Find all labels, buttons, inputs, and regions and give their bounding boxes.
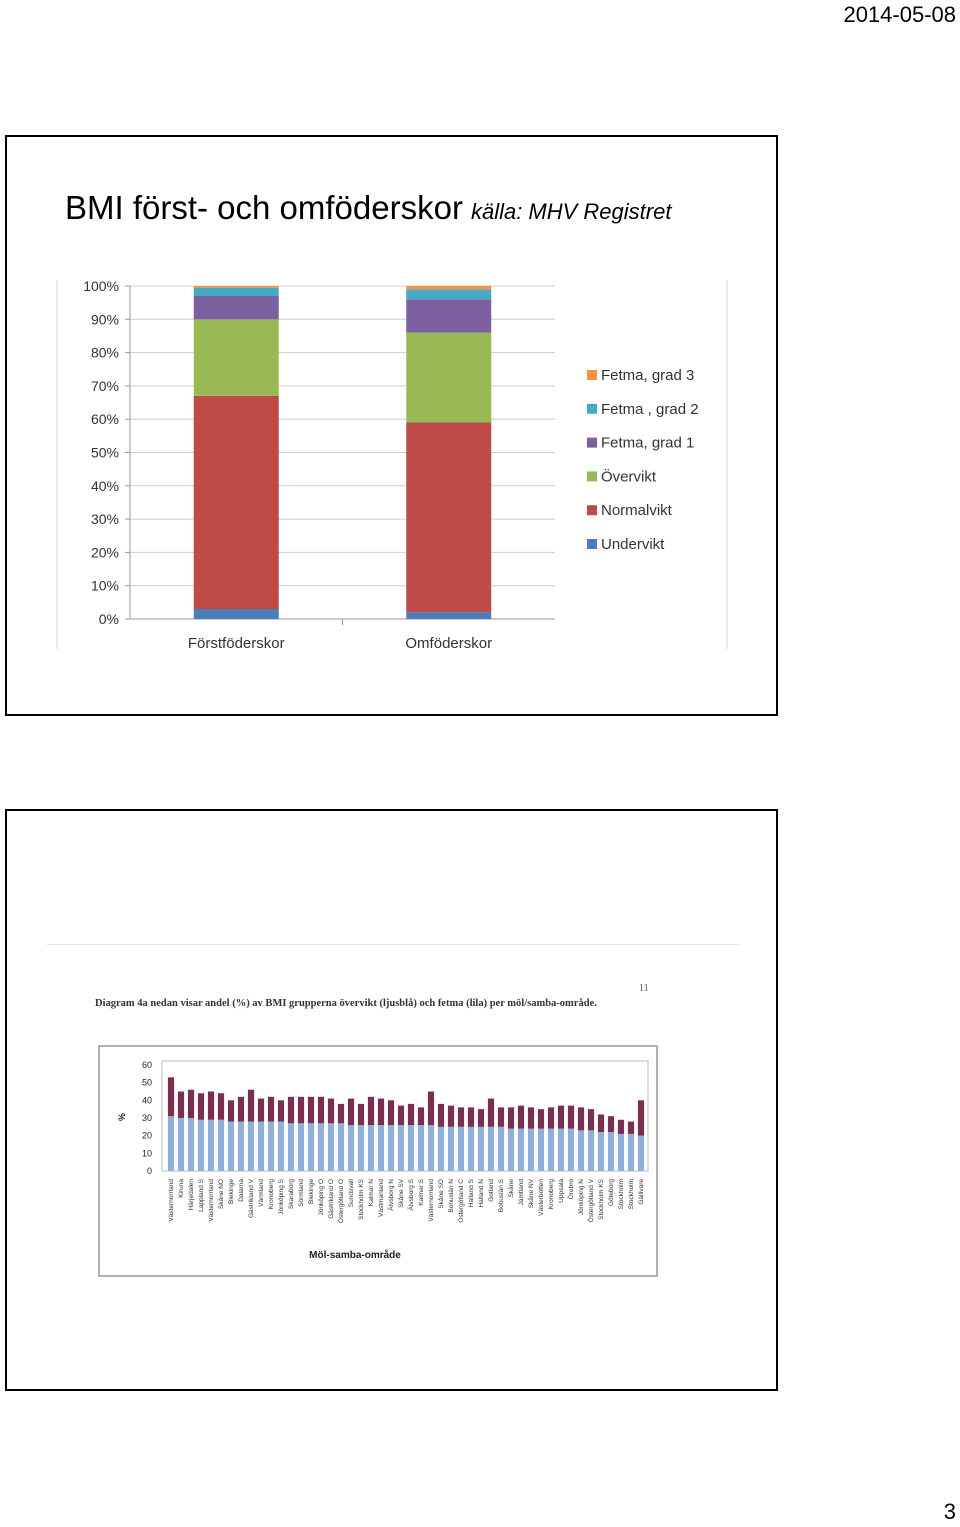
legend-label: Övervikt bbox=[601, 468, 657, 486]
region-bar-segment bbox=[208, 1120, 214, 1171]
region-x-tick-label: Västerbotten bbox=[538, 1179, 545, 1216]
region-bar-segment bbox=[418, 1107, 424, 1125]
region-bar-segment bbox=[268, 1122, 274, 1171]
region-x-tick-label: Kalmar N bbox=[368, 1179, 375, 1207]
region-bar-segment bbox=[488, 1099, 494, 1127]
region-bar-segment bbox=[548, 1129, 554, 1171]
region-bar-segment bbox=[568, 1129, 574, 1171]
region-bar-segment bbox=[168, 1116, 174, 1171]
region-bar-segment bbox=[508, 1129, 514, 1171]
region-bar-segment bbox=[398, 1125, 404, 1171]
region-y-tick-label: 60 bbox=[141, 1060, 152, 1070]
region-bar-segment bbox=[238, 1122, 244, 1171]
region-bar-segment bbox=[278, 1122, 284, 1171]
region-x-tick-label: Skåne bbox=[508, 1179, 515, 1198]
region-y-tick-label: 50 bbox=[141, 1077, 152, 1088]
region-bar-segment bbox=[618, 1134, 624, 1171]
bar-segment bbox=[194, 288, 279, 296]
region-x-tick-label: Gästrikland V bbox=[248, 1179, 255, 1219]
region-x-tick-label: Kiruna bbox=[178, 1179, 185, 1198]
slide-title-source: källa: MHV Registret bbox=[470, 199, 672, 224]
region-bar-segment bbox=[508, 1107, 514, 1128]
legend-label: Undervikt bbox=[601, 536, 665, 553]
region-bar-segment bbox=[258, 1099, 264, 1122]
region-bar-segment bbox=[398, 1106, 404, 1125]
bar-segment bbox=[194, 609, 279, 619]
region-y-axis-label: % bbox=[117, 1112, 127, 1122]
region-bar-segment bbox=[488, 1127, 494, 1171]
region-x-tick-label: Halland N bbox=[478, 1179, 485, 1208]
region-x-tick-label: Stockholm KS bbox=[358, 1179, 365, 1220]
bar-segment bbox=[194, 286, 279, 288]
region-bar-segment bbox=[218, 1093, 224, 1120]
region-bar-segment bbox=[578, 1130, 584, 1171]
region-x-tick-label: Västernorrland bbox=[208, 1179, 215, 1222]
region-x-tick-label: Jönköping S bbox=[278, 1179, 285, 1215]
region-y-tick-label: 40 bbox=[141, 1095, 152, 1106]
region-y-tick-label: 30 bbox=[141, 1113, 152, 1123]
region-bar-segment bbox=[318, 1123, 324, 1171]
page-number: 3 bbox=[943, 1499, 956, 1524]
region-y-tick-label: 20 bbox=[141, 1130, 152, 1141]
region-bar-segment bbox=[598, 1132, 604, 1171]
region-bar-segment bbox=[448, 1127, 454, 1171]
region-x-tick-label: Örebro bbox=[568, 1179, 575, 1200]
y-tick-label: 40% bbox=[90, 477, 119, 494]
embedded-page-marker: 11 bbox=[639, 983, 649, 994]
region-bar-segment bbox=[478, 1109, 484, 1127]
region-x-tick-label: Västernorrland bbox=[428, 1179, 435, 1222]
x-tick-label: Förstföderskor bbox=[187, 635, 285, 652]
y-tick-label: 90% bbox=[90, 311, 119, 328]
region-bar-segment bbox=[188, 1090, 194, 1118]
region-bar-segment bbox=[188, 1118, 194, 1171]
region-bar-segment bbox=[208, 1092, 214, 1120]
region-bar-segment bbox=[378, 1099, 384, 1126]
region-bar-segment bbox=[498, 1107, 504, 1126]
region-x-tick-label: Östergötland C bbox=[458, 1179, 465, 1223]
bar-segment bbox=[194, 319, 279, 396]
region-bar-segment bbox=[498, 1127, 504, 1171]
y-tick-label: 80% bbox=[90, 344, 119, 361]
region-bar-segment bbox=[558, 1129, 564, 1171]
legend-label: Normalvikt bbox=[601, 502, 672, 520]
region-bar-segment bbox=[168, 1077, 174, 1116]
legend-swatch bbox=[587, 505, 597, 515]
region-x-tick-label: Kronoberg bbox=[548, 1179, 555, 1210]
region-bar-segment bbox=[598, 1114, 604, 1132]
region-bar-segment bbox=[638, 1100, 644, 1135]
region-x-tick-label: Stockholm bbox=[628, 1179, 635, 1210]
region-x-tick-label: Halland S bbox=[468, 1179, 475, 1208]
region-x-tick-label: Skåne SV bbox=[398, 1179, 405, 1208]
legend-swatch bbox=[587, 539, 597, 549]
bmi-stacked-chart bbox=[7, 137, 780, 718]
region-x-tick-label: Härjedalen bbox=[188, 1179, 195, 1211]
region-bar-segment bbox=[308, 1097, 314, 1124]
region-x-tick-label: Skåne NV bbox=[528, 1179, 535, 1209]
region-x-tick-label: Östergötland O bbox=[338, 1179, 345, 1224]
region-bar-segment bbox=[288, 1123, 294, 1171]
region-bar-segment bbox=[368, 1097, 374, 1125]
bar-segment bbox=[406, 299, 491, 332]
region-x-tick-label: Värmland bbox=[258, 1179, 265, 1207]
region-x-tick-label: Blekinge bbox=[308, 1179, 315, 1204]
region-x-tick-label: Kalmar S bbox=[418, 1179, 425, 1206]
region-bar-segment bbox=[588, 1109, 594, 1130]
region-x-tick-label: Skåne NO bbox=[218, 1179, 225, 1209]
slide-title-main: BMI först- och omföderskor bbox=[65, 189, 463, 226]
region-bar-segment bbox=[198, 1120, 204, 1171]
region-bar-segment bbox=[428, 1092, 434, 1126]
region-bar-segment bbox=[308, 1123, 314, 1171]
region-bar-segment bbox=[178, 1092, 184, 1119]
region-bar-segment bbox=[558, 1106, 564, 1129]
region-x-tick-label: Dalarna bbox=[238, 1179, 245, 1202]
region-bar-segment bbox=[288, 1097, 294, 1124]
bar-segment bbox=[194, 296, 279, 319]
region-x-tick-label: Kronoberg bbox=[268, 1179, 275, 1210]
region-bar-segment bbox=[428, 1125, 434, 1171]
header-date: 2014-05-08 bbox=[843, 2, 956, 27]
region-bar-segment bbox=[518, 1106, 524, 1129]
region-x-tick-label: Jönköping N bbox=[578, 1179, 585, 1216]
region-bar-segment bbox=[268, 1097, 274, 1122]
region-x-tick-label: Gästrikland O bbox=[328, 1179, 335, 1219]
region-x-tick-label: Sundsvall bbox=[348, 1179, 355, 1208]
region-bar-segment bbox=[348, 1125, 354, 1171]
legend-label: Fetma , grad 2 bbox=[601, 400, 699, 418]
region-bar-segment bbox=[348, 1099, 354, 1126]
region-bar-segment bbox=[278, 1100, 284, 1121]
region-bar-segment bbox=[568, 1106, 574, 1129]
bar-segment bbox=[406, 612, 491, 619]
region-bar-segment bbox=[218, 1120, 224, 1171]
region-bar-segment bbox=[438, 1127, 444, 1171]
region-bar-segment bbox=[458, 1107, 464, 1126]
region-bar-segment bbox=[338, 1123, 344, 1171]
region-x-tick-label: Göteborg bbox=[608, 1179, 615, 1207]
bar-segment bbox=[406, 423, 491, 613]
y-tick-label: 100% bbox=[83, 278, 119, 294]
x-tick-label: Omföderskor bbox=[405, 635, 493, 652]
legend-label: Fetma, grad 3 bbox=[601, 367, 695, 384]
y-tick-label: 30% bbox=[90, 511, 119, 528]
region-x-tick-label: Jämtland bbox=[518, 1179, 525, 1206]
legend-swatch bbox=[587, 438, 597, 448]
region-plot-area bbox=[162, 1061, 648, 1171]
region-bar-segment bbox=[608, 1116, 614, 1132]
region-bar-segment bbox=[408, 1125, 414, 1171]
region-bar-segment bbox=[238, 1097, 244, 1122]
region-bar-segment bbox=[628, 1122, 634, 1134]
region-bar-segment bbox=[358, 1125, 364, 1171]
y-tick-label: 60% bbox=[90, 411, 119, 428]
region-bar-segment bbox=[628, 1134, 634, 1171]
region-bar-segment bbox=[298, 1123, 304, 1171]
region-x-tick-label: Jönköping O bbox=[318, 1179, 325, 1216]
bar-segment bbox=[406, 289, 491, 299]
bar-segment bbox=[194, 396, 279, 609]
region-bar-segment bbox=[548, 1107, 554, 1128]
region-x-tick-label: Västernorrland bbox=[168, 1179, 175, 1222]
region-bar-segment bbox=[198, 1093, 204, 1120]
region-x-tick-label: Bohuslän N bbox=[448, 1179, 455, 1213]
region-bar-segment bbox=[388, 1100, 394, 1125]
bar-segment bbox=[406, 286, 491, 289]
bar-segment bbox=[406, 333, 491, 423]
region-bar-segment bbox=[328, 1123, 334, 1171]
region-bar-segment bbox=[468, 1127, 474, 1171]
region-bar-segment bbox=[528, 1107, 534, 1128]
region-x-tick-label: Älvsborg N bbox=[388, 1179, 395, 1211]
region-x-tick-label: Gällivare bbox=[638, 1179, 645, 1205]
region-x-tick-label: Blekinge bbox=[228, 1179, 235, 1204]
region-bar-segment bbox=[438, 1104, 444, 1127]
region-bar-segment bbox=[298, 1097, 304, 1124]
region-bar-segment bbox=[228, 1122, 234, 1171]
region-x-axis-label: Möl-samba-område bbox=[309, 1250, 401, 1261]
region-y-tick-label: 0 bbox=[146, 1166, 152, 1176]
region-x-tick-label: Sörmland bbox=[298, 1179, 305, 1207]
region-bar-segment bbox=[228, 1100, 234, 1121]
region-y-tick-label: 10 bbox=[141, 1148, 152, 1159]
y-tick-label: 70% bbox=[90, 377, 119, 394]
region-x-tick-label: Uppsala bbox=[558, 1179, 565, 1203]
region-bar-segment bbox=[458, 1127, 464, 1171]
region-x-tick-label: Bohuslän S bbox=[498, 1179, 505, 1213]
region-x-tick-label: Stockholm KS bbox=[598, 1179, 605, 1220]
region-bar-segment bbox=[178, 1118, 184, 1171]
region-bar-segment bbox=[368, 1125, 374, 1171]
region-bar-segment bbox=[618, 1120, 624, 1134]
region-bar-segment bbox=[408, 1104, 414, 1125]
region-bar-segment bbox=[468, 1107, 474, 1126]
region-bar-segment bbox=[318, 1097, 324, 1124]
slide-region-chart bbox=[5, 809, 778, 1391]
region-bmi-chart bbox=[7, 811, 780, 1393]
y-tick-label: 0% bbox=[98, 611, 119, 627]
region-bar-segment bbox=[388, 1125, 394, 1171]
y-tick-label: 10% bbox=[90, 577, 119, 594]
embedded-caption: Diagram 4a nedan visar andel (%) av BMI grupperna övervikt (ljusblå) och fetma (lila) per möl/samba-område. bbox=[95, 998, 597, 1009]
region-bar-segment bbox=[538, 1129, 544, 1171]
region-x-tick-label: Gotland bbox=[488, 1179, 495, 1202]
region-bar-segment bbox=[378, 1125, 384, 1171]
region-bar-segment bbox=[358, 1104, 364, 1125]
region-x-tick-label: Västmanland bbox=[378, 1179, 385, 1217]
region-x-tick-label: Lappland S bbox=[198, 1179, 205, 1212]
legend-swatch bbox=[587, 370, 597, 380]
region-bar-segment bbox=[608, 1132, 614, 1171]
legend-label: Fetma, grad 1 bbox=[601, 434, 695, 452]
y-tick-label: 20% bbox=[90, 544, 119, 561]
region-x-tick-label: Skaraborg bbox=[288, 1179, 295, 1209]
region-x-tick-label: Östergötland V bbox=[588, 1179, 595, 1223]
legend-swatch bbox=[587, 471, 597, 481]
region-bar-segment bbox=[528, 1129, 534, 1171]
region-bar-segment bbox=[328, 1099, 334, 1124]
region-bar-segment bbox=[248, 1122, 254, 1171]
region-bar-segment bbox=[588, 1130, 594, 1171]
region-bar-segment bbox=[418, 1125, 424, 1171]
region-bar-segment bbox=[638, 1136, 644, 1171]
region-bar-segment bbox=[518, 1129, 524, 1171]
region-bar-segment bbox=[578, 1107, 584, 1130]
slide-bmi-stacked bbox=[5, 135, 778, 716]
region-bar-segment bbox=[258, 1122, 264, 1171]
y-tick-label: 50% bbox=[90, 444, 119, 461]
legend-swatch bbox=[587, 404, 597, 414]
region-bar-segment bbox=[448, 1106, 454, 1127]
region-x-tick-label: Älvsborg S bbox=[408, 1179, 415, 1211]
region-bar-segment bbox=[248, 1090, 254, 1122]
region-x-tick-label: Stockholm bbox=[618, 1179, 625, 1210]
region-bar-segment bbox=[338, 1104, 344, 1123]
region-bar-segment bbox=[538, 1109, 544, 1128]
region-bar-segment bbox=[478, 1127, 484, 1171]
region-x-tick-label: Skåne SO bbox=[438, 1179, 445, 1209]
